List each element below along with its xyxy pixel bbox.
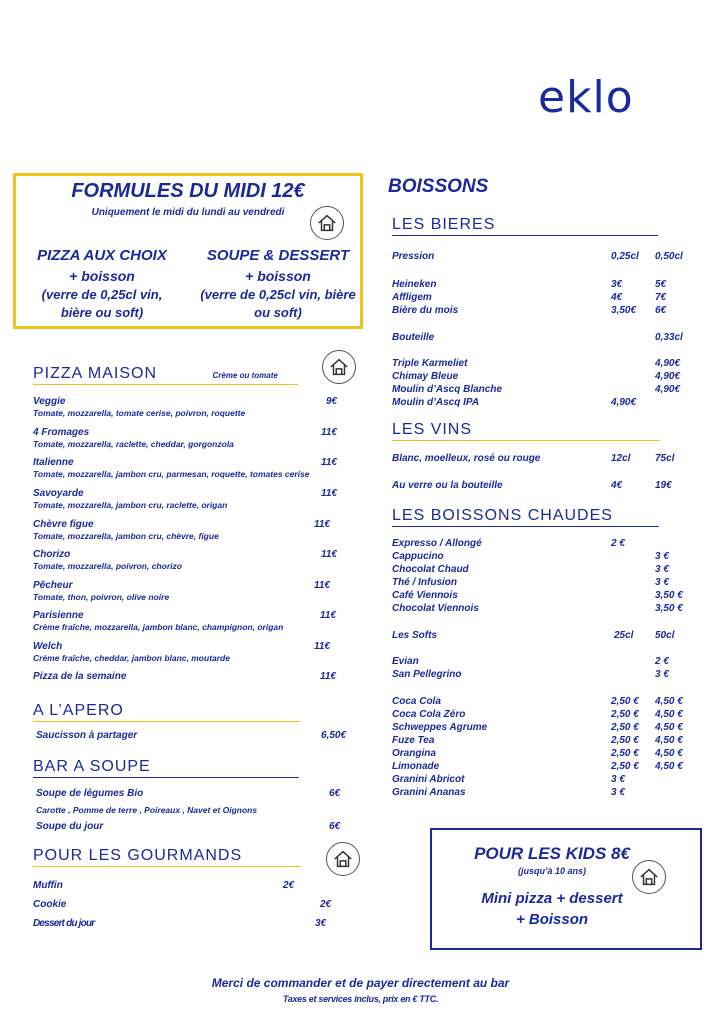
eau-name: San Pellegrino bbox=[392, 669, 462, 680]
pizza-item-name: Parisienne bbox=[33, 610, 84, 621]
pizza-item-price: 11€ bbox=[321, 549, 337, 560]
soft-price-small: 2,50 € bbox=[611, 761, 639, 772]
biere-pression-price-large: 7€ bbox=[655, 292, 667, 303]
pizza-item-desc: Crème fraîche, mozzarella, jambon blanc, champignon, origan bbox=[33, 622, 284, 632]
pizza-item-price: 11€ bbox=[321, 488, 337, 499]
biere-pression-name: Heineken bbox=[392, 279, 437, 290]
formule-option-line: + boisson bbox=[69, 268, 135, 284]
house-stamp-icon bbox=[322, 350, 356, 384]
section-heading-bieres: LES BIERES bbox=[392, 216, 658, 236]
pizza-item-price: 11€ bbox=[314, 519, 330, 530]
soft-name: Coca Cola bbox=[392, 696, 441, 707]
formules-title: FORMULES DU MIDI 12€ bbox=[71, 180, 305, 202]
kids-line: Mini pizza + dessert bbox=[481, 890, 623, 907]
gourmand-item-price: 3€ bbox=[315, 918, 327, 929]
pizza-item-price: 11€ bbox=[314, 580, 330, 591]
vin-name: Au verre ou la bouteille bbox=[392, 480, 503, 491]
section-heading-text: PIZZA MAISON bbox=[33, 365, 158, 382]
soft-price-large: 4,50 € bbox=[655, 722, 683, 733]
biere-bouteille-price-large: 4,90€ bbox=[655, 371, 681, 382]
boisson-chaude-price-large: 3 € bbox=[655, 564, 669, 575]
vin-name: Blanc, moelleux, rosé ou rouge bbox=[392, 453, 541, 464]
kids-box bbox=[430, 828, 702, 950]
boisson-chaude-name: Thé / Infusion bbox=[392, 577, 457, 588]
pizza-item-price: 9€ bbox=[326, 396, 338, 407]
soft-price-small: 2,50 € bbox=[611, 696, 639, 707]
soupe-item-name: Soupe du jour bbox=[36, 821, 104, 832]
pizza-item-name: Italienne bbox=[33, 457, 74, 468]
soft-price-large: 4,50 € bbox=[655, 709, 683, 720]
soft-price-small: 2,50 € bbox=[611, 735, 639, 746]
biere-pression-price-large: 6€ bbox=[655, 305, 667, 316]
pizza-item-desc: Tomate, thon, poivron, olive noire bbox=[33, 592, 170, 602]
biere-bouteille-price-large: 4,90€ bbox=[655, 384, 681, 395]
soupe-item-desc: Carotte , Pomme de terre , Poireaux , Navet et Oignons bbox=[36, 805, 258, 815]
soft-price-small: 2,50 € bbox=[611, 748, 639, 759]
vin-price-large: 75cl bbox=[655, 453, 675, 464]
pizza-item-price: 11€ bbox=[320, 671, 336, 682]
soft-price-small: 3 € bbox=[611, 774, 625, 785]
soft-name: Coca Cola Zéro bbox=[392, 709, 466, 720]
gourmand-item-name: Cookie bbox=[33, 899, 67, 910]
gourmand-item-name: Muffin bbox=[33, 880, 63, 891]
pizza-item-desc: Tomate, mozzarella, tomate cerise, poivron, roquette bbox=[33, 408, 246, 418]
formule-option-soupe bbox=[192, 246, 364, 322]
biere-bouteille-name: Moulin d’Ascq Blanche bbox=[392, 384, 503, 395]
softs-header-price-large: 50cl bbox=[655, 630, 675, 641]
soft-name: Schweppes Agrume bbox=[392, 722, 488, 733]
section-heading-vins: LES VINS bbox=[392, 421, 660, 441]
biere-bouteille-name: Chimay Bleue bbox=[392, 371, 459, 382]
biere-pression-name: Affligem bbox=[392, 292, 432, 303]
soft-price-small: 3 € bbox=[611, 787, 625, 798]
biere-pression-price-small: 4€ bbox=[611, 292, 623, 303]
biere-pression-price-large: 5€ bbox=[655, 279, 667, 290]
soft-price-large: 4,50 € bbox=[655, 696, 683, 707]
gourmand-item-price: 2€ bbox=[283, 880, 295, 891]
boisson-chaude-name: Café Viennois bbox=[392, 590, 458, 601]
section-heading-apero: A L’APERO bbox=[33, 702, 300, 722]
soft-price-small: 2,50 € bbox=[611, 722, 639, 733]
eau-name: Evian bbox=[392, 656, 419, 667]
soft-price-large: 4,50 € bbox=[655, 735, 683, 746]
formule-option-line: (verre de 0,25cl vin, bbox=[41, 287, 163, 302]
eau-price-large: 3 € bbox=[655, 669, 669, 680]
boissons-title: BOISSONS bbox=[388, 176, 489, 197]
soupe-item-price: 6€ bbox=[329, 821, 341, 832]
formule-option-line: + boisson bbox=[245, 268, 311, 284]
pizza-item-desc: Tomate, mozzarella, raclette, cheddar, gorgonzola bbox=[33, 439, 234, 449]
biere-bouteille-name: Moulin d’Ascq IPA bbox=[392, 397, 480, 408]
boisson-chaude-price-large: 3 € bbox=[655, 577, 669, 588]
pizza-item-price: 11€ bbox=[321, 427, 337, 438]
pizza-item-name: Savoyarde bbox=[33, 488, 84, 499]
biere-bouteille-price-large: 4,90€ bbox=[655, 358, 681, 369]
vin-price-small: 12cl bbox=[611, 453, 631, 464]
soft-price-small: 2,50 € bbox=[611, 709, 639, 720]
formule-option-line: ou soft) bbox=[254, 305, 302, 320]
pizza-item-desc: Tomate, mozzarella, jambon cru, parmesan, roquette, tomates cerise bbox=[33, 469, 310, 479]
soft-name: Orangina bbox=[392, 748, 436, 759]
formule-option-line: (verre de 0,25cl vin, bière bbox=[200, 287, 356, 302]
soft-price-large: 4,50 € bbox=[655, 748, 683, 759]
biere-bouteille-price-small: 4,90€ bbox=[611, 397, 637, 408]
biere-header-name: Bouteille bbox=[392, 332, 435, 343]
pizza-item-name: Chèvre figue bbox=[33, 519, 94, 530]
section-heading-pizza bbox=[33, 365, 298, 385]
pizza-item-desc: Tomate, mozzarella, poivron, chorizo bbox=[33, 561, 182, 571]
section-heading-gourmands: POUR LES GOURMANDS bbox=[33, 847, 300, 867]
boisson-chaude-price-large: 3,50 € bbox=[655, 603, 683, 614]
kids-line: + Boisson bbox=[515, 911, 589, 928]
boisson-chaude-price-small: 2 € bbox=[611, 538, 625, 549]
soft-name: Fuze Tea bbox=[392, 735, 435, 746]
boisson-chaude-name: Expresso / Allongé bbox=[392, 538, 482, 549]
brand-logo: eklo bbox=[538, 72, 634, 123]
pizza-item-price: 11€ bbox=[321, 457, 337, 468]
soupe-item-name: Soupe de légumes Bio bbox=[36, 788, 144, 799]
pizza-item-price: 11€ bbox=[314, 641, 330, 652]
house-stamp-icon bbox=[310, 206, 344, 240]
biere-pression-price-small: 3€ bbox=[611, 279, 623, 290]
boisson-chaude-name: Chocolat Viennois bbox=[392, 603, 479, 614]
biere-header-name: Pression bbox=[392, 251, 435, 262]
biere-header-price-small: 0,25cl bbox=[611, 251, 639, 262]
eau-price-large: 2 € bbox=[655, 656, 669, 667]
formules-box bbox=[13, 173, 363, 329]
soft-name: Granini Abricot bbox=[392, 774, 465, 785]
footer-tax-note: Taxes et services inclus, prix en € TTC. bbox=[282, 994, 439, 1004]
biere-pression-name: Bière du mois bbox=[392, 305, 459, 316]
formules-subtitle: Uniquement le midi du lundi au vendredi bbox=[91, 207, 285, 218]
biere-bouteille-name: Triple Karmeliet bbox=[392, 358, 468, 369]
softs-header-name: Les Softs bbox=[392, 630, 438, 641]
biere-header-price-large: 0,33cl bbox=[655, 332, 683, 343]
formule-option-line: bière ou soft) bbox=[60, 305, 144, 320]
section-heading-chaudes: LES BOISSONS CHAUDES bbox=[392, 507, 659, 527]
section-heading-soupe: BAR A SOUPE bbox=[33, 758, 299, 778]
pizza-item-name: Veggie bbox=[33, 396, 66, 407]
softs-header-price-small: 25cl bbox=[614, 630, 634, 641]
kids-title: POUR LES KIDS 8€ bbox=[474, 844, 630, 863]
vin-price-small: 4€ bbox=[611, 480, 623, 491]
formule-option-title: PIZZA AUX CHOIX bbox=[37, 247, 167, 264]
house-stamp-icon bbox=[632, 860, 666, 894]
footer-note: Merci de commander et de payer directement au bar bbox=[211, 976, 510, 990]
pizza-item-name: Chorizo bbox=[33, 549, 71, 560]
apero-item-price: 6,50€ bbox=[321, 730, 347, 741]
pizza-note: Crème ou tomate bbox=[212, 371, 278, 380]
boisson-chaude-price-large: 3 € bbox=[655, 551, 669, 562]
pizza-item-desc: Tomate, mozzarella, jambon cru, chèvre, figue bbox=[33, 531, 219, 541]
pizza-item-desc: Tomate, mozzarella, jambon cru, raclette, origan bbox=[33, 500, 228, 510]
house-stamp-icon bbox=[326, 842, 360, 876]
boisson-chaude-price-large: 3,50 € bbox=[655, 590, 683, 601]
gourmand-item-price: 2€ bbox=[320, 899, 332, 910]
soft-name: Limonade bbox=[392, 761, 440, 772]
pizza-item-desc: Crème fraîche, cheddar, jambon blanc, moutarde bbox=[33, 653, 230, 663]
vin-price-large: 19€ bbox=[655, 480, 672, 491]
soupe-item-price: 6€ bbox=[329, 788, 341, 799]
formule-option-pizza bbox=[16, 246, 188, 322]
gourmand-item-name: Dessert du jour bbox=[33, 918, 95, 929]
soft-name: Granini Ananas bbox=[392, 787, 466, 798]
pizza-item-price: 11€ bbox=[320, 610, 336, 621]
biere-header-price-large: 0,50cl bbox=[655, 251, 683, 262]
formule-option-title: SOUPE & DESSERT bbox=[206, 247, 350, 264]
biere-pression-price-small: 3,50€ bbox=[611, 305, 637, 316]
pizza-item-name: Pêcheur bbox=[33, 580, 73, 591]
pizza-item-name: Welch bbox=[33, 641, 63, 652]
kids-subtitle: (jusqu’à 10 ans) bbox=[517, 866, 587, 876]
pizza-item-name: Pizza de la semaine bbox=[33, 671, 127, 682]
boisson-chaude-name: Cappucino bbox=[392, 551, 444, 562]
apero-item-name: Saucisson à partager bbox=[36, 730, 138, 741]
pizza-item-name: 4 Fromages bbox=[33, 427, 90, 438]
boisson-chaude-name: Chocolat Chaud bbox=[392, 564, 469, 575]
soft-price-large: 4,50 € bbox=[655, 761, 683, 772]
